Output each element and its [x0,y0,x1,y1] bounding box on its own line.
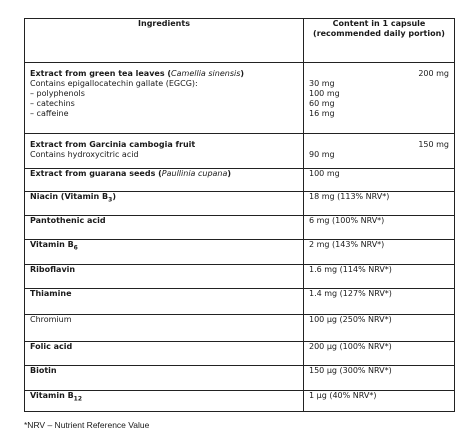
guarana-latin: Paullinia cupana [161,169,228,178]
green-tea-egcg-value: 30 mg [309,79,335,88]
header-ingredients: Ingredients [25,19,304,63]
table-header-row [25,19,455,63]
table-row-vitamin-b12 [25,391,455,412]
garcinia-value: 90 mg [309,150,335,159]
green-tea-values [304,63,455,134]
green-tea-item-polyphenols: – polyphenols [30,89,85,98]
thiamine-value: 1.4 mg (127% NRV*) [304,289,455,315]
footnote: *NRV – Nutrient Reference Value [24,420,150,430]
garcinia-values [304,134,455,169]
table-row-biotin [25,366,455,391]
header-content [304,19,455,63]
green-tea-item-caffeine: – caffeine [30,109,69,118]
thiamine-name: Thiamine [25,289,304,315]
table-row-pantothenic [25,216,455,240]
pantothenic-value: 6 mg (100% NRV*) [304,216,455,240]
vitamin-b6-value: 2 mg (143% NRV*) [304,240,455,265]
header-content-line2: (recommended daily portion) [313,29,445,38]
table-row-folic-acid [25,342,455,366]
vitamin-b12-value: 1 µg (40% NRV*) [304,391,455,412]
biotin-value: 150 µg (300% NRV*) [304,366,455,391]
guarana-cell: Extract from guarana seeds (Paullinia cupana) [25,169,304,192]
green-tea-latin: Camellia sinensis [171,69,241,78]
vitamin-b12-name: Vitamin $B_{12}$ [25,391,304,412]
green-tea-item-catechins: – catechins [30,99,75,108]
polyphenols-value: 100 mg [309,89,340,98]
green-tea-contains: Contains epigallocatechin gallate (EGCG): [30,79,198,88]
table-row-chromium [25,315,455,342]
garcinia-contains: Contains hydroxycitric acid [30,150,139,159]
table-row-niacin [25,192,455,216]
folic-acid-value: 200 µg (100% NRV*) [304,342,455,366]
pantothenic-name: Pantothenic acid [25,216,304,240]
chromium-name: Chromium [25,315,304,342]
table-row-guarana [25,169,455,192]
caffeine-value: 16 mg [309,109,335,118]
chromium-value: 100 µg (250% NRV*) [304,315,455,342]
green-tea-cell [25,63,304,134]
folic-acid-name: Folic acid [25,342,304,366]
niacin-value: 18 mg (113% NRV*) [304,192,455,216]
header-content-line1: Content in 1 capsule [332,19,426,28]
vitamin-b6-name: Vitamin $B_6$ [25,240,304,265]
green-tea-total: 200 mg [418,69,449,78]
garcinia-cell [25,134,304,169]
table-row-riboflavin [25,265,455,289]
garcinia-name: Extract from Garcinia cambogia fruit [30,140,196,149]
table-row-garcinia [25,134,455,169]
biotin-name: Biotin [25,366,304,391]
table-row-green-tea [25,63,455,134]
table-row-thiamine [25,289,455,315]
composition-table [24,18,455,412]
guarana-value: 100 mg [304,169,455,192]
riboflavin-name: Riboflavin [25,265,304,289]
niacin-name: Niacin (Vitamin $B_3$) [25,192,304,216]
catechins-value: 60 mg [309,99,335,108]
green-tea-name: Extract from green tea leaves (Camellia sinensis) [30,69,245,78]
table-row-vitamin-b6 [25,240,455,265]
riboflavin-value: 1.6 mg (114% NRV*) [304,265,455,289]
garcinia-total: 150 mg [418,140,449,149]
